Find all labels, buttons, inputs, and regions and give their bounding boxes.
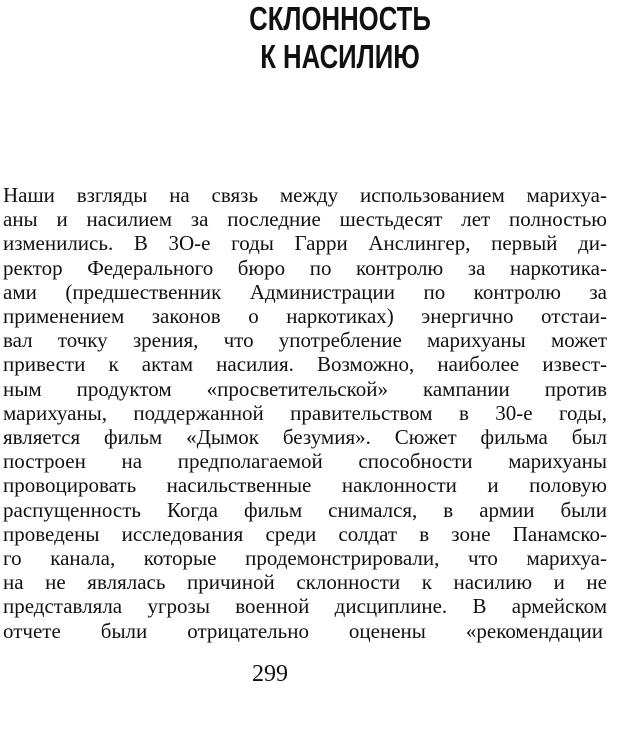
text-line: ным продуктом «просветительской» кампании против	[3, 376, 607, 401]
text-line: аны и насилием за последние шестьдесят лет полностью	[3, 207, 607, 232]
chapter-title-line-2: К НАСИЛИЮ	[260, 38, 420, 75]
text-line: го канала, которые продемонстрировали, что марихуа-	[3, 546, 607, 571]
text-line: привести к актам насилия. Возможно, наиболее извест-	[3, 352, 607, 377]
text-line: построен на предполагаемой способности марихуаны	[3, 449, 607, 474]
text-line: отчете были отрицательно оценены «рекомендации	[3, 618, 603, 643]
text-line: вал точку зрения, что употребление марихуаны может	[3, 328, 607, 353]
chapter-title-line-1: СКЛОННОСТЬ	[249, 0, 431, 37]
text-line: распущенность Когда фильм снимался, в армии были	[3, 497, 607, 522]
text-line: применением законов о наркотиках) энергично отстаи-	[3, 304, 607, 329]
text-line: является фильм «Дымок безумия». Сюжет фильма был	[3, 425, 607, 450]
text-line: Наши взгляды на связь между использованием марихуа-	[3, 183, 607, 207]
text-line: изменились. В 3О-е годы Гарри Анслингер, первый ди-	[3, 231, 607, 256]
body-paragraph	[3, 183, 607, 643]
chapter-title	[246, 0, 433, 76]
text-line: на не являлась причиной склонности к насилию и не	[3, 570, 607, 595]
text-line: ректор Федерального бюро по контролю за наркотика-	[3, 255, 607, 280]
text-line: проведены исследования среди солдат в зоне Панамско-	[3, 521, 607, 546]
text-line: представляла угрозы военной дисциплине. В армейском	[3, 594, 607, 619]
text-line: марихуаны, поддержанной правительством в 30-е годы,	[3, 400, 607, 425]
page-number: 299	[252, 661, 288, 687]
text-line: провоцировать насильственные наклонности и половую	[3, 473, 607, 498]
text-line: ами (предшественник Администрации по контролю за	[3, 279, 607, 304]
